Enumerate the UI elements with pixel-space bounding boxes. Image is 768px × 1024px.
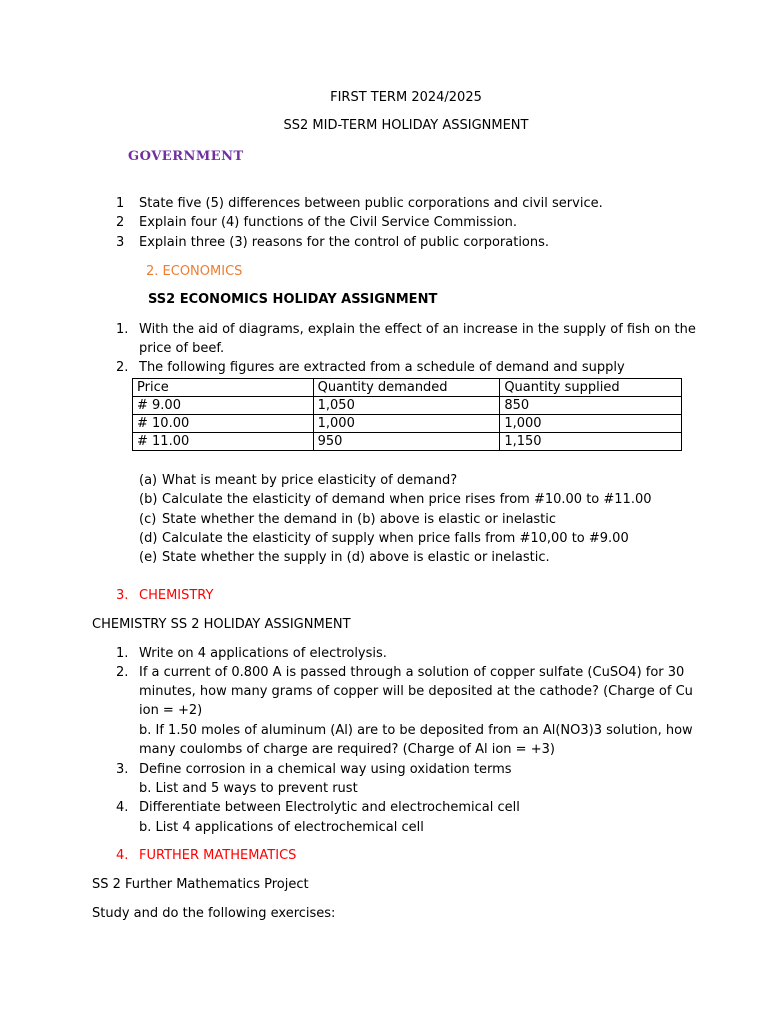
chemistry-subheading: CHEMISTRY SS 2 HOLIDAY ASSIGNMENT [92, 617, 351, 632]
table-header: Quantity supplied [500, 379, 682, 397]
econ-q2-text: The following figures are extracted from a schedule of demand and supply [139, 360, 625, 375]
chem-line-text: Write on 4 applications of electrolysis. [139, 646, 387, 661]
chemistry-heading-number: 3. [116, 588, 129, 603]
subq-label: (e) [139, 550, 158, 565]
further-math-heading-number: 4. [116, 848, 129, 863]
subq-text: State whether the demand in (b) above is elastic or inelastic [162, 512, 557, 527]
assignment-title: SS2 MID-TERM HOLIDAY ASSIGNMENT [283, 118, 529, 133]
table-cell: 950 [313, 433, 500, 451]
chemistry-heading: CHEMISTRY [139, 588, 214, 603]
gov-q3-text: Explain three (3) reasons for the control of public corporations. [139, 235, 550, 250]
demand-supply-table [132, 378, 682, 451]
econ-q1-line2: price of beef. [139, 341, 225, 356]
chem-line-text: If a current of 0.800 A is passed through a solution of copper sulfate (CuSO4) for 30 [139, 665, 685, 680]
gov-q1-text: State five (5) differences between public corporations and civil service. [139, 196, 603, 211]
econ-q1-number: 1. [116, 322, 129, 337]
table-cell: 1,000 [500, 415, 682, 433]
table-header: Quantity demanded [313, 379, 500, 397]
subq-label: (d) [139, 531, 158, 546]
subq-text: Calculate the elasticity of supply when price falls from #10,00 to #9.00 [162, 531, 629, 546]
chem-line-text: ion = +2) [139, 703, 203, 718]
table-header: Price [133, 379, 314, 397]
economics-heading: 2. ECONOMICS [146, 264, 243, 279]
subq-label: (c) [139, 512, 157, 527]
table-row [133, 397, 682, 415]
table-header-row [133, 379, 682, 397]
econ-q2-number: 2. [116, 360, 129, 375]
table-row [133, 415, 682, 433]
subq-text: Calculate the elasticity of demand when price rises from #10.00 to #11.00 [162, 492, 652, 507]
subq-label: (b) [139, 492, 158, 507]
further-math-instruction: Study and do the following exercises: [92, 906, 336, 921]
chem-line-text: Define corrosion in a chemical way using oxidation terms [139, 762, 512, 777]
subq-text: State whether the supply in (d) above is elastic or inelastic. [162, 550, 550, 565]
chem-line-text: minutes, how many grams of copper will be deposited at the cathode? (Charge of Cu [139, 684, 693, 699]
table-cell: 850 [500, 397, 682, 415]
chem-line-text: b. List 4 applications of electrochemical cell [139, 820, 424, 835]
government-heading: GOVERNMENT [128, 149, 244, 164]
chem-line-text: many coulombs of charge are required? (Charge of Al ion = +3) [139, 742, 555, 757]
further-math-project: SS 2 Further Mathematics Project [92, 877, 309, 892]
subq-text: What is meant by price elasticity of demand? [162, 473, 458, 488]
chem-line-number: 3. [116, 762, 129, 777]
chem-line-text: Differentiate between Electrolytic and electrochemical cell [139, 800, 520, 815]
gov-q2-text: Explain four (4) functions of the Civil Service Commission. [139, 215, 518, 230]
chem-line-text: b. List and 5 ways to prevent rust [139, 781, 358, 796]
chem-line-number: 2. [116, 665, 129, 680]
chem-line-text: b. If 1.50 moles of aluminum (Al) are to be deposited from an Al(NO3)3 solution, how [139, 723, 693, 738]
table-cell: 1,000 [313, 415, 500, 433]
gov-q2-number: 2 [116, 215, 125, 230]
economics-subheading: SS2 ECONOMICS HOLIDAY ASSIGNMENT [148, 292, 438, 307]
chem-line-number: 1. [116, 646, 129, 661]
econ-q1-line1: With the aid of diagrams, explain the effect of an increase in the supply of fish on the [139, 322, 696, 337]
table-cell: # 10.00 [133, 415, 314, 433]
table-cell: # 9.00 [133, 397, 314, 415]
table-row [133, 433, 682, 451]
subq-label: (a) [139, 473, 158, 488]
table-cell: 1,050 [313, 397, 500, 415]
table-cell: # 11.00 [133, 433, 314, 451]
chem-line-number: 4. [116, 800, 129, 815]
further-math-heading: FURTHER MATHEMATICS [139, 848, 297, 863]
gov-q3-number: 3 [116, 235, 125, 250]
gov-q1-number: 1 [116, 196, 125, 211]
table-cell: 1,150 [500, 433, 682, 451]
term-title: FIRST TERM 2024/2025 [330, 90, 482, 105]
